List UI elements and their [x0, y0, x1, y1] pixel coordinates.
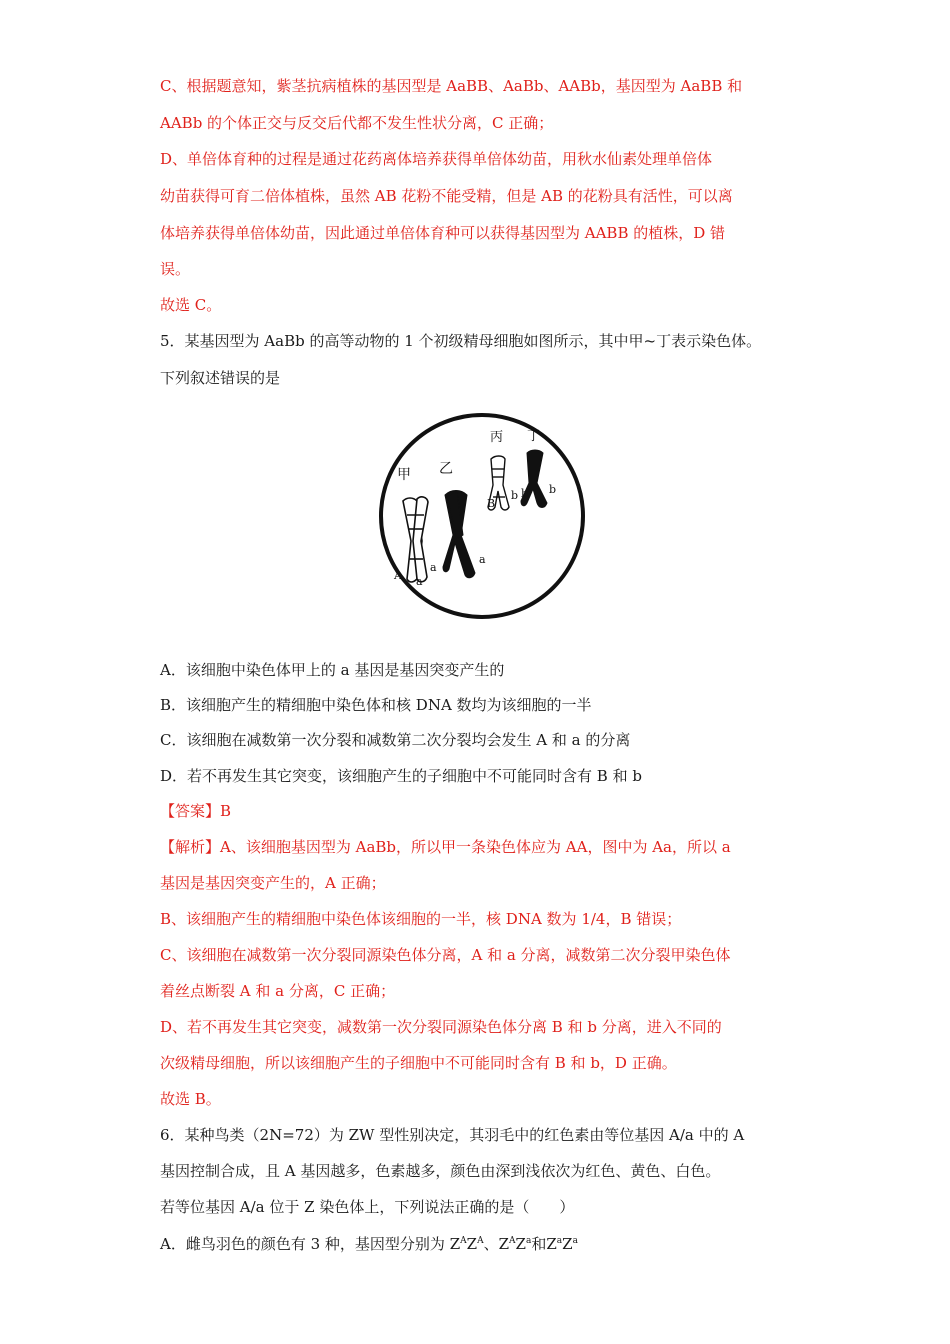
q5-stem-line2: 下列叙述错误的是 [160, 369, 281, 387]
prev-choice: 故选 C。 [160, 296, 222, 314]
q6-option-a-text: A．雌鸟羽色的颜色有 3 种，基因型分别为 [160, 1235, 450, 1253]
q5-option-b: B．该细胞产生的精细胞中染色体和核 DNA 数均为该细胞的一半 [160, 696, 592, 714]
label-bing: 丙 [490, 430, 504, 445]
genotype-3: $Z^aZ^a$ [546, 1235, 578, 1253]
q5-option-d: D．若不再发生其它突变，该细胞产生的子细胞中不可能同时含有 B 和 b [160, 767, 642, 785]
label-ding: 丁 [527, 429, 541, 444]
q5-explanation-prefix: 【解析】 [160, 838, 221, 856]
q5-explanation-d-line2: 次级精母细胞，所以该细胞产生的子细胞中不可能同时含有 B 和 b，D 正确。 [160, 1054, 677, 1072]
prev-explanation-d-line4: 误。 [160, 260, 191, 278]
q6-stem-line3: 若等位基因 A/a 位于 Z 染色体上，下列说法正确的是（ ） [160, 1198, 575, 1216]
label-yi: 乙 [439, 461, 453, 477]
separator-2: 和 [531, 1235, 547, 1253]
q5-stem-line1: 5．某基因型为 AaBb 的高等动物的 1 个初级精母细胞如图所示，其中甲~丁表示染色体。 [160, 332, 762, 350]
cell-diagram [377, 403, 587, 629]
q5-option-a: A．该细胞中染色体甲上的 a 基因是基因突变产生的 [160, 661, 505, 679]
gene-A: A [394, 569, 402, 582]
separator-1: 、 [483, 1235, 499, 1253]
prev-explanation-d-line1: D、单倍体育种的过程是通过花药离体培养获得单倍体幼苗，用秋水仙素处理单倍体 [160, 150, 713, 168]
gene-a-jia-2: a [430, 561, 437, 574]
gene-b-ding-2: b [549, 483, 557, 496]
q6-stem-line1: 6．某种鸟类（2N=72）为 ZW 型性别决定，其羽毛中的红色素由等位基因 A/a 中的 A [160, 1126, 745, 1144]
q5-answer: 【答案】B [160, 802, 232, 820]
gene-b-ding-1: b [521, 487, 529, 500]
gene-a-jia-1: a [416, 575, 423, 588]
chromosome-jia [403, 497, 428, 582]
genotype-2: $Z^AZ^a$ [498, 1235, 532, 1253]
gene-b-bing: b [511, 489, 519, 502]
q5-explanation-a-line1 [160, 837, 731, 857]
chromosome-yi [443, 491, 475, 578]
gene-B: B [487, 497, 496, 510]
q5-explanation-a-line2: 基因是基因突变产生的，A 正确； [160, 874, 386, 892]
gene-a-yi: a [479, 553, 486, 566]
q5-explanation-b-line1: B、该细胞产生的精细胞中染色体该细胞的一半，核 DNA 数为 1/4，B 错误； [160, 910, 682, 928]
q5-option-c: C．该细胞在减数第一次分裂和减数第二次分裂均会发生 A 和 a 的分离 [160, 731, 631, 749]
q5-explanation-c-line2: 着丝点断裂 A 和 a 分离，C 正确； [160, 982, 396, 1000]
prev-explanation-c-line1: C、根据题意知，紫茎抗病植株的基因型是 AaBB、AaBb、AABb，基因型为 AaBB 和 [160, 77, 743, 95]
q5-choice: 故选 B。 [160, 1090, 221, 1108]
q5-explanation-a-text: A、该细胞基因型为 AaBb，所以甲一条染色体应为 AA，图中为 Aa，所以 a [220, 838, 731, 856]
q5-explanation-c-line1: C、该细胞在减数第一次分裂同源染色体分离，A 和 a 分离，减数第二次分裂甲染色体 [160, 946, 731, 964]
prev-explanation-d-line3: 体培养获得单倍体幼苗，因此通过单倍体育种可以获得基因型为 AABB 的植株，D 错 [160, 224, 726, 242]
q5-explanation-d-line1: D、若不再发生其它突变，减数第一次分裂同源染色体分离 B 和 b 分离，进入不同的 [160, 1018, 722, 1036]
q6-option-a [160, 1234, 578, 1254]
q6-stem-line2: 基因控制合成，且 A 基因越多，色素越多，颜色由深到浅依次为红色、黄色、白色。 [160, 1162, 721, 1180]
prev-explanation-d-line2: 幼苗获得可育二倍体植株，虽然 AB 花粉不能受精，但是 AB 的花粉具有活性，可以离 [160, 187, 733, 205]
label-jia: 甲 [397, 467, 411, 483]
prev-explanation-c-line2: AABb 的个体正交与反交后代都不发生性状分离，C 正确； [160, 114, 554, 132]
genotype-1: $Z^AZ^A$ [449, 1235, 484, 1253]
